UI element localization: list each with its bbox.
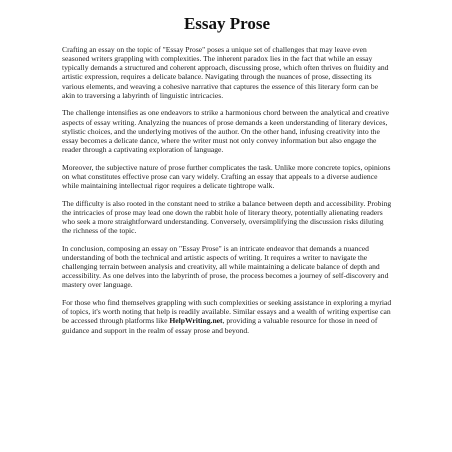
document-title: Essay Prose (183, 14, 271, 33)
paragraph-4: The difficulty is also rooted in the constant need to strike a balance between depth and accessibility. Probing the intricacies of prose may lead one down the rabbit hole of literary theory, potentially alienating readers who seek a more straightforward understanding. Conversely, oversimplifying the discussion risks diluting the richness of the topic. (62, 198, 392, 236)
paragraph-6 (62, 298, 392, 335)
paragraph-6-text-before: For those who find themselves grappling with such complexities or seeking assistance in exploring a myriad of topics, it's worth noting that help is readily available. Similar essays and a wealth of writing expertise can be accessed through platforms like (62, 298, 392, 326)
paragraph-1: Crafting an essay on the topic of "Essay Prose" poses a unique set of challenges that may leave even seasoned writers grappling with complexities. The inherent paradox lies in the fact that while an essay typically demands a structured and coherent approach, discussing prose, which often thrives on fluidity and artistic expression, requires a delicate balance. Navigating through the nuances of prose, dissecting its various elements, and weaving a cohesive narrative that captures the essence of this literary form can be akin to traversing a labyrinth of linguistic intricacies. (62, 45, 389, 100)
paragraph-6-text-after: , providing a valuable resource for those in need of guidance and support in the realm of essay prose and beyond. (62, 316, 378, 335)
paragraph-5: In conclusion, composing an essay on "Essay Prose" is an intricate endeavor that demands a nuanced understanding of both the technical and artistic aspects of writing. It requires a writer to navigate the challenging terrain between analysis and creativity, all while maintaining a delicate balance of depth and accessibility. As one delves into the labyrinth of prose, the process becomes a journey of self-discovery and mastery over language. (62, 243, 389, 290)
site-name: HelpWriting.net (169, 316, 223, 326)
paragraph-3: Moreover, the subjective nature of prose further complicates the task. Unlike more concrete topics, opinions on what constitutes effective prose can vary widely. Crafting an essay that appeals to a diverse audience while maintaining intellectual rigor requires a delicate tightrope walk. (62, 162, 391, 191)
paragraph-2: The challenge intensifies as one endeavors to strike a harmonious chord between the analytical and creative aspects of essay writing. Analyzing the nuances of prose demands a keen understanding of literary devices, stylistic choices, and the underlying motives of the author. On the other hand, infusing creativity into the essay becomes a delicate dance, where the writer must not only convey information but also engage the reader through a captivating exploration of language. (62, 108, 390, 155)
